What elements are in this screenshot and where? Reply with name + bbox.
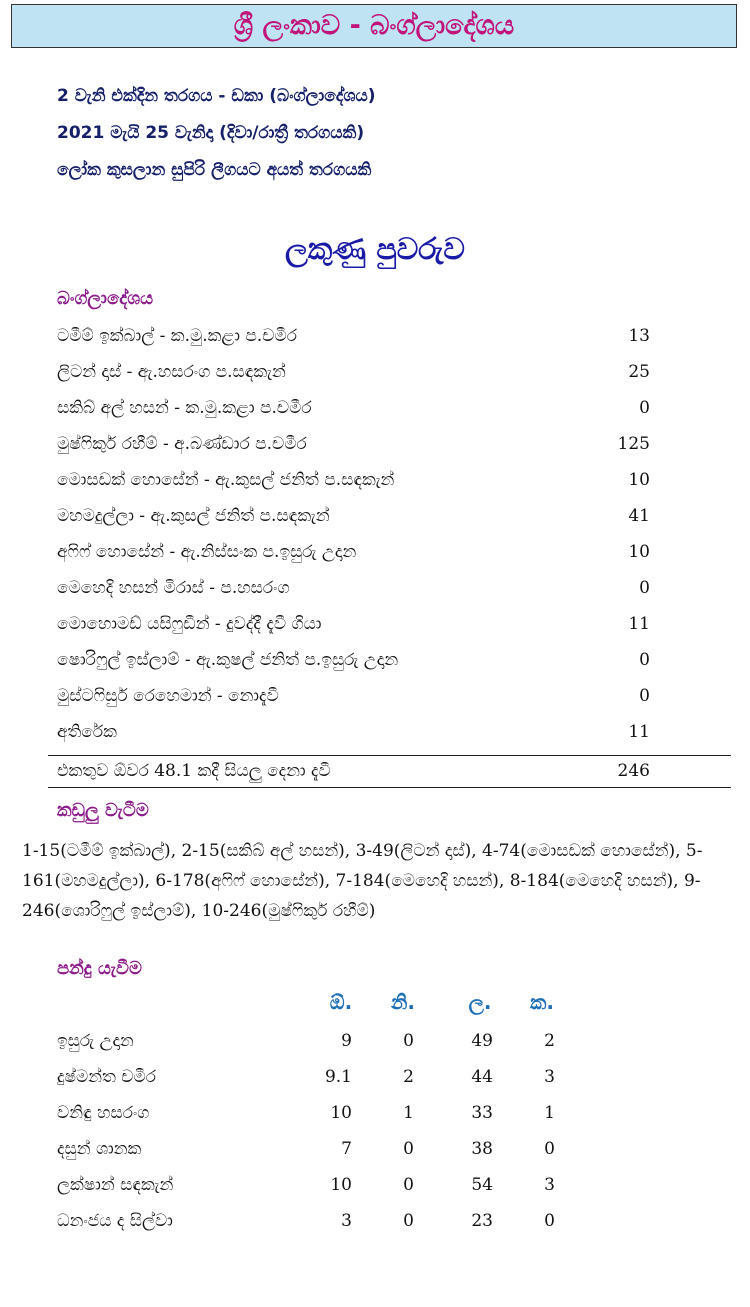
batsman-dismissal: මහමදුල්ලා - ඇ.කුසල් ජනිත් ප.සඳකැන් — [57, 506, 330, 526]
bowling-header-wickets: ක. — [530, 990, 554, 1014]
batsman-dismissal: අෆිෆ් හොසේන් - ඇ.නිස්සංක ප.ඉසුරු උදාන — [57, 542, 357, 562]
batting-row — [57, 501, 650, 531]
bowler-runs: 54 — [471, 1175, 493, 1195]
batting-row — [57, 393, 650, 423]
bowler-wickets: 0 — [544, 1139, 555, 1159]
batsman-dismissal: සකිබ් අල් හසන් - ක.මු.කළා ප.චමීර — [57, 398, 312, 418]
batsman-runs: 0 — [639, 578, 650, 598]
fow-text: 1-15(ටමීම් ඉක්බාල්), 2-15(සකිබ් අල් හසන්), 3-49(ලිටන් දාස්), 4-74(මොසඩක් හොසේන්), 5-161(මහමදුල්ලා), 6-178(අෆිෆ් හොසේන්), 7-184(මෙහෙදි හසන්), 8-184(මෙහෙදි හසන්), 9-246(ශොරිෆුල් ඉස්ලාම්), 10-246(මුෂ්ෆිකුර් රහීම්) — [22, 841, 703, 921]
bowler-maidens: 2 — [403, 1067, 414, 1087]
bowling-title: පන්දු යැවීම — [57, 958, 142, 979]
batsman-dismissal: ෂොරිෆුල් ඉස්ලාම් - ඇ.කුෂල් ජනිත් ප.ඉසුරු උදාන — [57, 650, 399, 670]
batsman-dismissal: මොසඩක් හොසේන් - ඇ.කුසල් ජනිත් ප.සඳකැන් — [57, 470, 395, 490]
batsman-dismissal: ටමීම් ඉක්බාල් - ක.මු.කළා ප.චමීර — [57, 326, 298, 346]
batsman-runs: 0 — [639, 398, 650, 418]
bowling-row — [57, 1027, 577, 1057]
bowling-row — [57, 1063, 577, 1093]
bowling-row — [57, 1099, 577, 1129]
bowler-overs: 10 — [330, 1103, 352, 1123]
batting-row — [57, 357, 650, 387]
bowler-runs: 44 — [471, 1067, 493, 1087]
batsman-runs: 25 — [628, 362, 650, 382]
batting-row — [57, 609, 650, 639]
batting-total-row — [57, 756, 650, 786]
bowler-maidens: 0 — [403, 1211, 414, 1231]
bowler-maidens: 0 — [403, 1031, 414, 1051]
batsman-runs: 11 — [628, 722, 650, 742]
total-label: එකතුව ඕවර 48.1 කදී සියලු දෙනා දැවී — [57, 761, 331, 781]
bowler-overs: 10 — [330, 1175, 352, 1195]
batsman-dismissal: මුස්ටෆිසුර් රෙහෙමාන් - නොදැවී — [57, 686, 279, 706]
bowler-overs: 9.1 — [324, 1067, 352, 1087]
batting-row — [57, 717, 650, 747]
batting-row — [57, 573, 650, 603]
bowling-row — [57, 1135, 577, 1165]
bowler-wickets: 3 — [544, 1175, 555, 1195]
match-info-line: 2 වැනි එක්දින තරගය - ඩකා (බංග්ලාදේශය) — [57, 86, 376, 106]
batting-row — [57, 321, 650, 351]
total-runs: 246 — [617, 761, 650, 781]
bowler-wickets: 1 — [544, 1103, 555, 1123]
bowler-wickets: 2 — [544, 1031, 555, 1051]
batsman-runs: 0 — [639, 686, 650, 706]
scoreboard-heading: ලකුණු පුවරුව — [285, 232, 465, 267]
batsman-runs: 10 — [628, 470, 650, 490]
bowling-header-runs: ල. — [468, 990, 492, 1014]
batsman-dismissal: මුෂ්ෆිකුර් රහීම් - අ.බණ්ඩාර ප.චමීර — [57, 434, 307, 454]
bowling-header-maidens: නි. — [391, 990, 415, 1014]
batting-row — [57, 429, 650, 459]
bowler-runs: 23 — [471, 1211, 493, 1231]
batsman-runs: 41 — [628, 506, 650, 526]
bowler-name: දසුන් ශානක — [57, 1139, 142, 1159]
title-bar — [11, 4, 737, 48]
bowling-header-overs: ඕ. — [329, 990, 353, 1014]
batsman-runs: 10 — [628, 542, 650, 562]
match-date-line: 2021 මැයි 25 වැනිදා (දිවා/රාත්‍රී තරගයකි) — [57, 123, 365, 143]
bowler-overs: 3 — [341, 1211, 352, 1231]
bowler-name: දුෂ්මන්ත චමීර — [57, 1067, 157, 1087]
bowler-runs: 38 — [471, 1139, 493, 1159]
bowler-name: ධනංජය ද සිල්වා — [57, 1211, 173, 1231]
batting-team-title: බංග්ලාදේශය — [57, 288, 154, 309]
bowler-wickets: 0 — [544, 1211, 555, 1231]
batsman-runs: 125 — [617, 434, 650, 454]
total-bottom-divider — [48, 787, 731, 788]
bowler-maidens: 0 — [403, 1139, 414, 1159]
fow-title: කඩුලු වැටීම — [57, 800, 149, 821]
bowler-overs: 9 — [341, 1031, 352, 1051]
batsman-dismissal: මෙහෙදි හසන් මිරාස් - ප.හසරංග — [57, 578, 290, 598]
bowler-name: වනිඳු හසරංග — [57, 1103, 150, 1123]
bowler-name: ලක්ෂාන් සඳකැන් — [57, 1175, 174, 1195]
bowler-maidens: 0 — [403, 1175, 414, 1195]
bowler-runs: 33 — [471, 1103, 493, 1123]
batting-row — [57, 645, 650, 675]
bowler-overs: 7 — [341, 1139, 352, 1159]
batting-row — [57, 537, 650, 567]
batsman-dismissal: ලිටන් දාස් - ඇ.හසරංග ප.සඳකැන් — [57, 362, 286, 382]
league-info-line: ලෝක කුසලාන සුපිරි ලීගයට අයත් තරගයකි — [57, 160, 372, 180]
batsman-runs: 11 — [628, 614, 650, 634]
bowler-wickets: 3 — [544, 1067, 555, 1087]
bowling-row — [57, 1171, 577, 1201]
batting-row — [57, 681, 650, 711]
bowler-name: ඉසුරු උදාන — [57, 1031, 134, 1051]
batsman-runs: 0 — [639, 650, 650, 670]
batsman-dismissal: මොහොමඩ් යසිෆුඩීන් - දුවද්දී දැවී ගියා — [57, 614, 322, 634]
bowling-row — [57, 1207, 577, 1237]
bowler-maidens: 1 — [403, 1103, 414, 1123]
batting-row — [57, 465, 650, 495]
page-title: ශ්‍රී ලංකාව - බංග්ලාදේශය — [233, 10, 515, 41]
batsman-dismissal: අතිරේක — [57, 722, 117, 742]
bowler-runs: 49 — [471, 1031, 493, 1051]
batsman-runs: 13 — [628, 326, 650, 346]
